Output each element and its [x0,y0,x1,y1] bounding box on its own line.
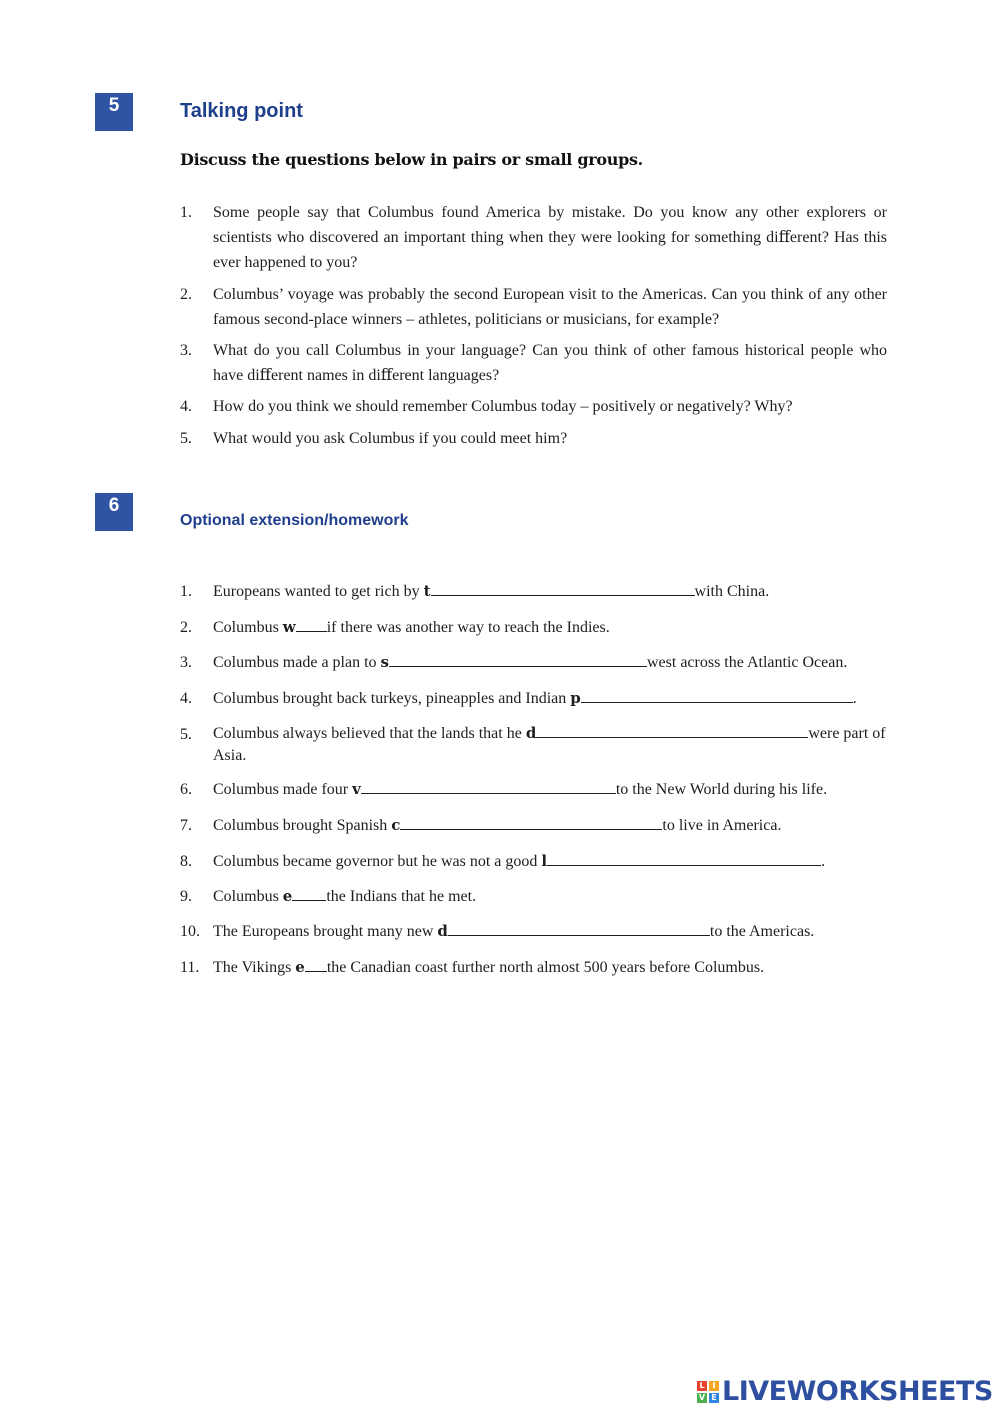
question-text: Some people say that Columbus found America by mistake. Do you know any other explorers or scientists who discovered an important thing when they were looking for something diﬀerent? Has this ever happened to you? [213,204,887,271]
hint-letter: v [352,780,361,798]
item-number: 5. [180,726,192,743]
answer-blank[interactable] [389,651,647,667]
question-3 [180,338,887,388]
question-text: What do you call Columbus in your language? Can you think of other famous historical people who have diﬀerent names in diﬀerent languages? [213,342,887,384]
hint-letter: d [525,724,537,742]
item-text-after: . [821,853,826,870]
item-text-before: Columbus brought Spanish [213,817,392,834]
exercise-item-8 [180,849,887,874]
liveworksheets-logo[interactable] [697,1376,993,1407]
item-text-after: to the Americas. [709,923,815,940]
hint-letter: c [391,816,401,834]
item-text-after: if there was another way to reach the Indies. [326,619,610,636]
hint-letter: s [380,653,389,671]
section-6-badge: 6 [95,493,133,531]
hint-letter: p [570,689,581,707]
question-1 [180,200,887,275]
question-text: Columbus’ voyage was probably the second European visit to the Americas. Can you think of any other famous second-place winners – athletes, politicians or musicians, for example? [213,286,887,328]
answer-blank[interactable] [361,778,616,794]
hint-letter: l [541,852,548,870]
section-6-title: Optional extension/homework [180,512,409,529]
question-number: 3. [180,342,192,359]
exercise-item-1 [180,579,887,604]
section-5-badge: 5 [95,93,133,131]
item-number: 3. [180,654,192,671]
hint-letter: w [282,618,296,636]
item-text-after: . [852,690,857,707]
hint-letter: e [295,958,305,976]
logo-text: LIVEWORKSHEETS [722,1376,993,1407]
item-text-before: Columbus brought back turkeys, pineapples and Indian [213,690,571,707]
exercise-item-10 [180,919,887,944]
item-text-before: Columbus [213,888,283,905]
item-text-after: to live in America. [662,817,782,834]
hint-letter: d [437,922,448,940]
answer-blank[interactable] [536,722,808,738]
question-number: 2. [180,286,192,303]
item-text-after: with China. [694,583,770,600]
hint-letter: t [423,582,431,600]
exercise-item-6 [180,777,887,802]
section-5-instruction: Discuss the questions below in pairs or small groups. [180,150,643,169]
item-number: 6. [180,781,192,798]
exercise-item-5 [180,722,887,767]
item-number: 7. [180,817,192,834]
section-5-title: Talking point [180,100,303,122]
answer-blank[interactable] [431,580,695,596]
question-2 [180,282,887,332]
answer-blank[interactable] [292,885,326,901]
item-text-before: Columbus made a plan to [213,654,381,671]
answer-blank[interactable] [547,850,821,866]
question-4 [180,394,887,419]
exercise-item-9 [180,884,887,909]
answer-blank[interactable] [448,920,710,936]
question-number: 1. [180,204,192,221]
item-text-before: Columbus made four [213,781,353,798]
question-5 [180,426,887,451]
item-text-after: to the New World during his life. [615,781,828,798]
answer-blank[interactable] [305,956,327,972]
item-text-before: The Europeans brought many new [213,923,438,940]
item-text-after: the Canadian coast further north almost 500 years before Columbus. [326,959,765,976]
item-text-before: Europeans wanted to get rich by [213,583,424,600]
item-number: 9. [180,888,192,905]
item-number: 2. [180,619,192,636]
hint-letter: e [282,887,293,905]
item-text-after: were part of Asia. [213,725,886,764]
item-text-after: the Indians that he met. [326,888,477,905]
item-text-after: west across the Atlantic Ocean. [646,654,848,671]
logo-mark-cell: I [709,1381,719,1391]
item-number: 4. [180,690,192,707]
question-number: 4. [180,398,192,415]
exercise-item-11 [180,955,887,980]
item-text-before: Columbus always believed that the lands that he [213,725,526,742]
exercise-item-7 [180,813,887,838]
exercise-item-4 [180,686,887,711]
item-number: 1. [180,583,192,600]
question-text: How do you think we should remember Columbus today – positively or negatively? Why? [213,398,793,415]
answer-blank[interactable] [296,616,327,632]
logo-mark-cell: V [698,1392,706,1402]
question-text: What would you ask Columbus if you could meet him? [213,430,568,447]
logo-mark-cell: L [697,1381,707,1391]
question-number: 5. [180,430,192,447]
item-text-before: Columbus became governor but he was not a good [213,853,542,870]
answer-blank[interactable] [400,814,662,830]
logo-mark-cell: E [709,1393,719,1403]
item-number: 10. [180,923,200,940]
answer-blank[interactable] [581,687,853,703]
exercise-item-2 [180,615,887,640]
exercise-item-3 [180,650,887,675]
item-number: 8. [180,853,192,870]
logo-mark-icon [697,1381,719,1403]
item-text-before: Columbus [213,619,283,636]
item-number: 11. [180,959,200,976]
item-text-before: The Vikings [213,959,296,976]
